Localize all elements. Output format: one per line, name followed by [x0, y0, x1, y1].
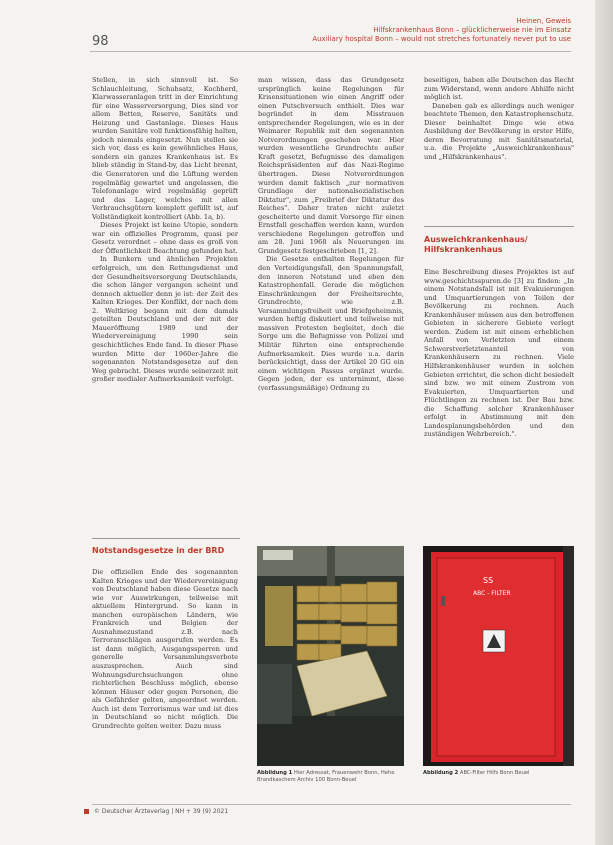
figure-caption-text: ABC-Filter Hilfs Bonn Beuel [459, 770, 530, 776]
door-label-abc-filter: ABC - FILTER [473, 590, 511, 597]
red-door-image [423, 546, 574, 766]
paragraph: Daneben gab es allerdings auch weniger beachtete Themen, den Katastrophenschutz. Dieser beinhaltet Dinge wie etwa Ausbildung der Bevölkerung in erster Hilfe, deren Bevorratung mit Sanitätsmaterial, u.a. die Projekte „Ausweichkrankenhaus" und „Hilfskrankenhaus". [424, 101, 574, 161]
figure-1-photo [257, 546, 404, 766]
figure-2-photo [423, 546, 574, 766]
door-label-ss: SS [483, 576, 494, 585]
page-number: 98 [92, 34, 109, 49]
section-divider [92, 538, 240, 539]
section-divider [424, 226, 574, 227]
page-binding-shadow [595, 0, 613, 845]
header-subtitle: Auxiliary hospital Bonn – would not stretches fortunately never put to use [312, 35, 571, 43]
paragraph: Die offiziellen Ende des sogenannten Kalten Krieges und der Wiedervereinigung von Deutschland haben diese Gesetze nach wie vor Auswirkungen, teilweise mit aktuellem Hintergrund. So kann in manchen europäischen Ländern, wie Frankreich und Belgien der Ausnahmezustand z.B. nach Terroranschlägen ausgerufen werden. Es ist dann möglich, Ausgangssperren und generelle Versammlungsverbote auszusprechen. Auch sind Wohnungsdurchsuchungen ohne richterlichen Beschluss möglich, ebenso können Häuser oder gegen Personen, die als Gefährder gelten, angeordnet werden. Auch ist dem Terrorismus war und ist dies in Deutschland so nicht möglich. Die Grundrechte gelten weiter. Dazu muss [92, 568, 238, 730]
running-header [271, 17, 571, 44]
header-rule [90, 51, 571, 52]
storage-room-image [257, 546, 404, 766]
footer-marker-icon [84, 809, 89, 814]
paragraph: Die Gesetze enthalten Regelungen für den Verteidigungsfall, den Spannungsfall, den inneren Notstand und eben den Katastrophenfall. Gerade die möglichen Einschränkungen der Freiheitsrechte, Grundrechte, wie z.B. Versammlungsfreiheit und Briefgeheimnis, wurden heftig diskutiert und teilweise mit massiven Protesten begleitet, doch die Sorge um die Befugnisse von Polizei und Militär führten eine entsprechende Aufmerksamkeit. Dies wurde u.a. darin berücksichtigt, dass der Artikel 20 GG ein einen wichtigen Passus ergänzt wurde. Gegen jeden, der es unternimmt, diese (verfassungsmäßige) Ordnung zu [258, 255, 404, 392]
footer-text: © Deutscher Ärzteverlag | NH + 39 (9) 2021 [94, 808, 229, 815]
header-title: Hilfskrankenhaus Bonn – glücklicherweise nie im Einsatz [373, 26, 571, 34]
figure-1-caption [257, 770, 404, 784]
paragraph: Eine Beschreibung dieses Projektes ist auf www.geschichtsspuren.de [3] zu finden: „In einem Notstandsfall ist mit Evakuierungen und Umquartierungen von Teilen der Bevölkerung zu rechnen. Auch Krankenhäuser müssen aus den betroffenen Gebieten in sicherere Gebiete verlegt werden. Zudem ist mit einem erheblichen Anfall von Verletzten und einem Schwerstverletztenanteil von Krankenhäusern zu rechnen. Viele Hilfskrankenhäuser wurden in solchen Gebieten errichtet, die schon dicht besiedelt sind bzw. wo mit einem Zustrom von Evakuierten, Umquartierten und Flüchtlingen zu rechnen ist. Der Bau bzw. die Schaffung solcher Krankenhäuser erfolgt in Abstimmung mit den Landesplanungsbehörden und den zuständigen Wehrbereich.". [424, 268, 574, 439]
footer-rule [92, 804, 571, 805]
paragraph: In Bunkern und ähnlichen Projekten erfolgreich, um den Rettungsdienst und der Gesundheitsversorgung Deutschlands, die schon länger vergangen scheint und dennoch aktueller denn je ist: der Zeit des Kalten Krieges. Der Konflikt, der nach dem 2. Weltkrieg begann mit dem damals geteilten Deutschland und der mit der Maueröffnung 1989 und der Wiedervereinigung 1990 sein geschichtliches Ende fand. In dieser Phase wurden Mitte der 1960er-Jahre die sogenannten Notstandsgesetze auf den Weg gebracht. Dieses wurde seinerzeit mit großer medialer Aufmerksamkeit verfolgt. [92, 255, 238, 384]
figure-label: Abbildung 1 [257, 770, 293, 776]
text-column-3 [424, 76, 574, 161]
text-column-1 [92, 76, 238, 384]
paragraph: Stellen, in sich sinnvoll ist. So Schlauchleitung, Schuhsatz, Kochherd, Klarwasseranlagen tritt in der Einrichtung für eine Wasserversorgung, Dies sind vor allem Betten, Reserve, Sanitäts und Heizung und Gastanlage. Dieses Haus wurden Sanitäre voll funktionsfähig halten, jedoch niemals eingesetzt. Nun stellen sie sich vor, dass es kein gewöhnliches Haus, sondern ein ganzes Krankenhaus ist. Es blieb ständig in Stand-by, das Licht brennt, die Generatoren und die Lüftung werden regelmäßig gewartet und angelassen, die Telefonanlage wird regelmäßig geprüft und das Lager, welches mit allen Verbrauchsgütern komplett gefüllt ist, auf Vollständigkeit kontrolliert (Abb. 1a, b). [92, 76, 238, 221]
figure-caption-text: Hier Adressat, Frauenwehr Bonn, Hehe Brandkaschem Archiv 100 Bonn-Beuel [257, 770, 395, 783]
text-column-3-lower [424, 268, 574, 439]
paragraph: man wissen, dass das Grundgesetz ursprünglich keine Regelungen für Krisensituationen wie einen Angriff oder einen Putschversuch enthielt. Dies war begründet in dem Misstrauen entsprechender Regelungen, wie es in der Weimarer Republik mit den sogenannten Notverordnungen geschehen war. Hier wurden wesentliche Grundrechte außer Kraft gesetzt, Befugnisse des damaligen Reichspräsidenten auf das Nazi-Regime übertragen. Diese Notverordnungen wurden damit faktisch „zur normativen Grundlage der nationalsozialistischen Diktatur", zum „Freibrief der Diktatur des Reiches". Daher traten nicht zuletzt gescheiterte und damit Vorsorge für einen Ernstfall geschaffen werden kann, wurden verschiedene Regelungen getroffen und am 28. Juni 1968 als Neuerungen im Grundgesetz festgeschrieben [1, 2]. [258, 76, 404, 255]
header-authors: Heinen, Geweis [516, 17, 571, 25]
figure-label: Abbildung 2 [423, 770, 459, 776]
section-heading-ausweichkrankenhaus: Ausweichkrankenhaus/ Hilfskrankenhaus [424, 235, 528, 254]
paragraph: Dieses Projekt ist keine Utopie, sondern war ein offizielles Programm, quasi per Gesetz verordnet – ohne dass es groß von der Öffentlichkeit Beachtung gefunden hat. [92, 221, 238, 255]
text-column-2 [258, 76, 404, 392]
section-heading-notstandsgesetze: Notstandsgesetze in der BRD [92, 546, 225, 555]
text-column-1-lower [92, 568, 238, 730]
figure-2-caption [423, 770, 574, 777]
paragraph: beseitigen, haben alle Deutschen das Recht zum Widerstand, wenn andere Abhilfe nicht möglich ist. [424, 76, 574, 102]
